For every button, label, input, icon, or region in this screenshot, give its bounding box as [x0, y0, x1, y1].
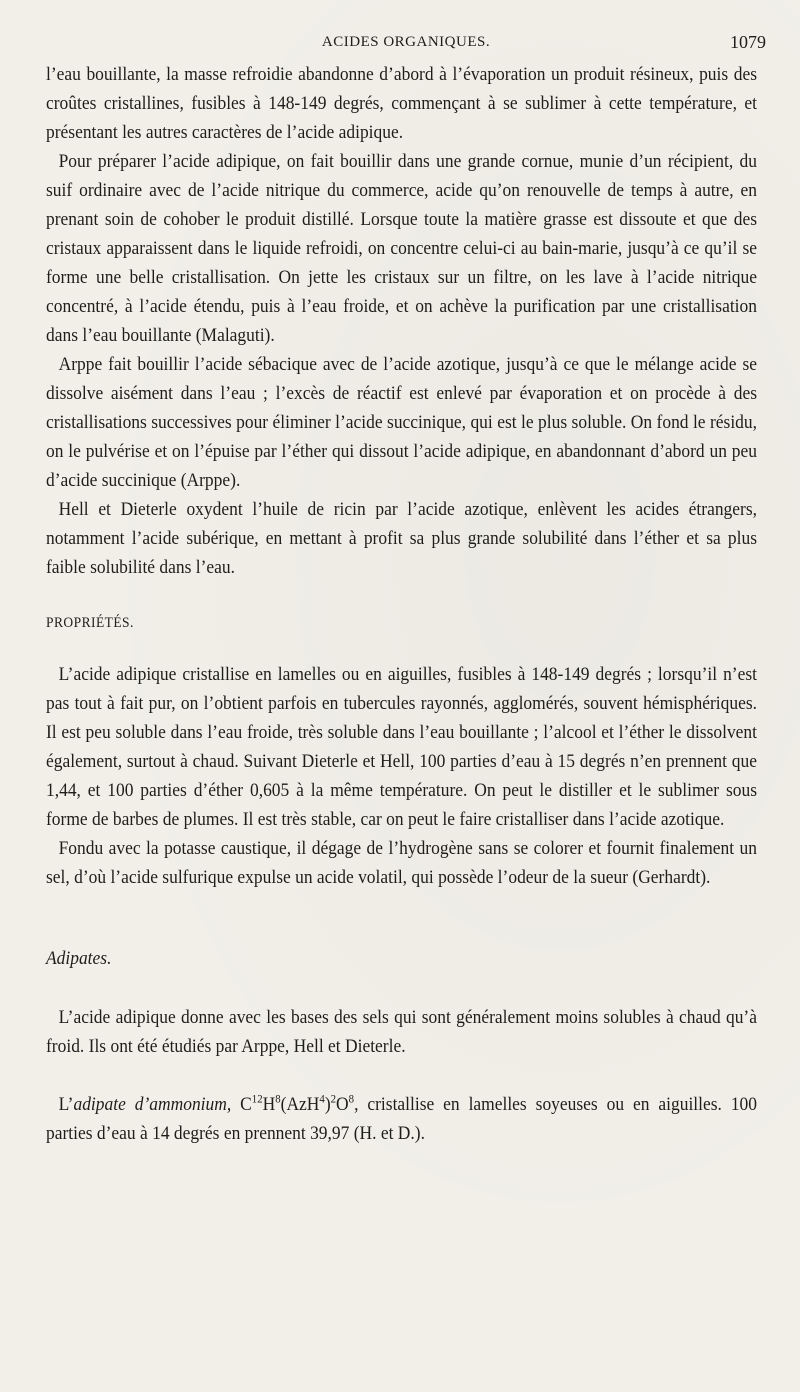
- formula-sup-8: 8: [275, 1091, 281, 1106]
- formula-part-o: O: [336, 1094, 349, 1115]
- section-title-proprietes: PROPRIÉTÉS.: [46, 615, 134, 631]
- ammonium-description: , cristallise en lamelles soyeuses ou en aiguilles. 100 parties d’eau à 14 degrés en prennent 39,97 (H. et D.).: [46, 1094, 757, 1144]
- paragraph-hell-dieterle: Hell et Dieterle oxydent l’huile de ricin par l’acide azotique, enlèvent les acides étrangers, notamment l’acide subérique, en mettant à profit sa plus grande solubilité dans l’éther et sa plus faible solubilité dans l’eau.: [46, 499, 758, 578]
- formula-part-paren: ): [324, 1094, 331, 1115]
- running-header: [46, 30, 766, 54]
- body-text: [46, 60, 757, 1148]
- formula-sup-4: 4: [319, 1091, 325, 1106]
- paragraph-spacer: [46, 1061, 757, 1090]
- formula-part-azh: (AzH: [280, 1094, 320, 1115]
- running-title: ACIDES ORGANIQUES.: [321, 34, 491, 50]
- ammonium-adipate-term: adipate d’ammonium,: [73, 1094, 232, 1115]
- paragraph-potash-fusion: Fondu avec la potasse caustique, il dégage de l’hydrogène sans se colorer et fournit finalement un sel, d’où l’acide sulfurique expulse un acide volatil, qui possède l’odeur de la sueur (Gerhardt).: [46, 838, 758, 888]
- formula-sup-2: 2: [330, 1091, 337, 1106]
- ammonium-lead: L’: [58, 1094, 74, 1115]
- formula-part-h: H: [262, 1094, 276, 1115]
- formula-part-c: C: [231, 1094, 252, 1115]
- paragraph-adipates-intro: L’acide adipique donne avec les bases des sels qui sont généralement moins solubles à chaud qu’à froid. Ils ont été étudiés par Arppe, Hell et Dieterle.: [46, 1007, 758, 1057]
- page-number: 1079: [730, 32, 766, 52]
- subsection-title-adipates: Adipates.: [46, 948, 112, 969]
- paragraph-preparation: Pour préparer l’acide adipique, on fait bouillir dans une grande cornue, munie d’un récipient, du suif ordinaire avec de l’acide nitrique du commerce, acide qu’on renouvelle de temps à autre, en prenant soin de cohober le produit distillé. Lorsque toute la matière grasse est dissoute et que des cristaux apparaissent dans le liquide refroidi, on concentre celui-ci au bain-marie, jusqu’à ce qu’il se forme une belle cristallisation. On jette les cristaux sur un filtre, on les lave à l’acide nitrique concentré, à l’acide étendu, puis à l’eau froide, et on achève la purification par une cristallisation dans l’eau bouillante (Malaguti).: [46, 151, 758, 346]
- paragraph-ammonium-adipate: [46, 1090, 757, 1148]
- paragraph-continuation: l’eau bouillante, la masse refroidie abandonne d’abord à l’évaporation un produit résineux, puis des croûtes cristallines, fusibles à 148-149 degrés, commençant à se sublimer à cette température, et présentant les autres caractères de l’acide adipique.: [46, 64, 757, 143]
- formula-sup-8b: 8: [348, 1091, 355, 1106]
- formula-sup-12: 12: [251, 1091, 263, 1106]
- paragraph-properties: L’acide adipique cristallise en lamelles ou en aiguilles, fusibles à 148-149 degrés ; lorsqu’il n’est pas tout à fait pur, on l’obtient parfois en tubercules rayonnés, agglomérés, souvent hémisphériques. Il est peu soluble dans l’eau froide, très soluble dans l’eau bouillante ; l’alcool et l’éther le dissolvent également, surtout à chaud. Suivant Dieterle et Hell, 100 parties d’eau à 15 degrés n’en prennent que 1,44, et 100 parties d’éther 0,605 à la même température. On peut le distiller et le sublimer sous forme de barbes de plumes. Il est très stable, car on peut le faire cristalliser dans l’acide azotique.: [46, 664, 758, 830]
- paragraph-arppe: Arppe fait bouillir l’acide sébacique avec de l’acide azotique, jusqu’à ce que le mélange acide se dissolve aisément dans l’eau ; l’excès de réactif est enlevé par évaporation et on procède à des cristallisations successives pour éliminer l’acide succinique, qui est le plus soluble. On fond le résidu, on le pulvérise et on l’épuise par l’éther qui dissout l’acide adipique, en abandonnant d’abord un peu d’acide succinique (Arppe).: [46, 354, 758, 491]
